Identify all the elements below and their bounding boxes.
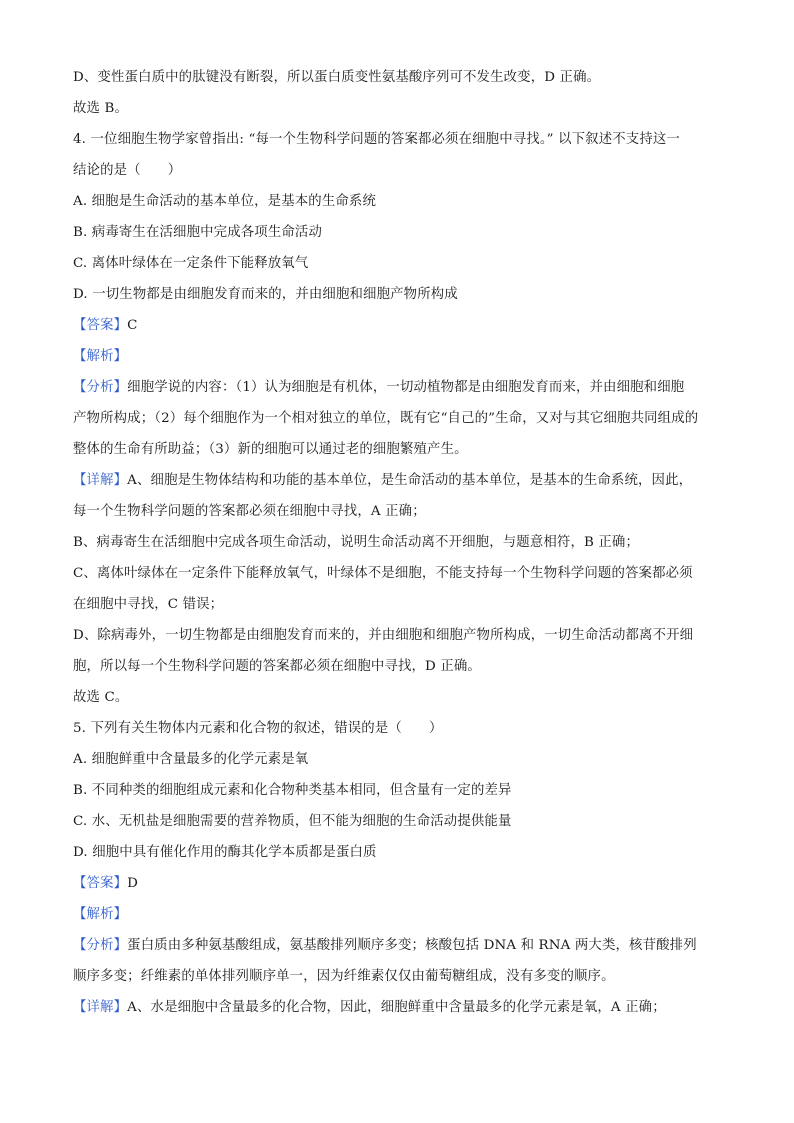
text-line: 每一个生物科学问题的答案都必须在细胞中寻找，A 正确； bbox=[73, 504, 426, 519]
analysis-label: 【解析】 bbox=[73, 349, 128, 364]
option-d: D. 细胞中具有催化作用的酶其化学本质都是蛋白质 bbox=[73, 845, 377, 860]
answer-line bbox=[73, 310, 723, 341]
text-line: D、变性蛋白质中的肽键没有断裂，所以蛋白质变性氨基酸序列可不发生改变，D 正确。 bbox=[73, 70, 601, 85]
question-4-stem: 4. 一位细胞生物学家曾指出: “每一个生物科学问题的答案都必须在细胞中寻找。” 以下叙述不支持这一 bbox=[73, 132, 680, 147]
analysis-text: 蛋白质由多种氨基酸组成，氨基酸排列顺序多变；核酸包括 DNA 和 RNA 两大类，核苷酸排列 bbox=[127, 938, 697, 953]
option-b: B. 病毒寄生在活细胞中完成各项生命活动 bbox=[73, 225, 322, 240]
answer-label: 【答案】 bbox=[73, 876, 128, 891]
detail-label: 【详解】 bbox=[73, 1000, 128, 1015]
option-b: B. 不同种类的细胞组成元素和化合物种类基本相同，但含量有一定的差异 bbox=[73, 783, 512, 798]
text-line: B、病毒寄生在活细胞中完成各项生命活动，说明生命活动离不开细胞，与题意相符，B 正确； bbox=[73, 535, 640, 550]
document-page bbox=[73, 62, 723, 1023]
text-line: 在细胞中寻找，C 错误； bbox=[73, 597, 224, 612]
analysis-heading bbox=[73, 899, 723, 930]
answer-value: D bbox=[127, 876, 139, 891]
analysis-label: 【解析】 bbox=[73, 907, 128, 922]
detail-line bbox=[73, 992, 723, 1023]
option-c: C. 水、无机盐是细胞需要的营养物质，但不能为细胞的生命活动提供能量 bbox=[73, 814, 512, 829]
text-line: C、离体叶绿体在一定条件下能释放氧气，叶绿体不是细胞，不能支持每一个生物科学问题的答案都必须 bbox=[73, 566, 693, 581]
analysis-sub-label: 【分析】 bbox=[73, 938, 128, 953]
answer-line bbox=[73, 868, 723, 899]
answer-label: 【答案】 bbox=[73, 318, 128, 333]
analysis-text: 细胞学说的内容：（1）认为细胞是有机体，一切动植物都是由细胞发育而来，并由细胞和细胞 bbox=[127, 380, 685, 395]
text-line: 产物所构成；（2）每个细胞作为一个相对独立的单位，既有它“自己的”生命，又对与其它细胞共同组成的 bbox=[73, 411, 699, 426]
analysis-sub-label: 【分析】 bbox=[73, 380, 128, 395]
option-a: A. 细胞鲜重中含量最多的化学元素是氧 bbox=[73, 752, 309, 767]
analysis-line bbox=[73, 930, 723, 961]
detail-label: 【详解】 bbox=[73, 473, 128, 488]
detail-text: A、水是细胞中含量最多的化合物，因此，细胞鲜重中含量最多的化学元素是氧，A 正确； bbox=[127, 1000, 666, 1015]
option-d: D. 一切生物都是由细胞发育而来的，并由细胞和细胞产物所构成 bbox=[73, 287, 458, 302]
analysis-heading bbox=[73, 341, 723, 372]
text-line: 故选 B。 bbox=[73, 101, 129, 116]
analysis-line bbox=[73, 372, 723, 403]
option-c: C. 离体叶绿体在一定条件下能释放氧气 bbox=[73, 256, 309, 271]
text-line: 故选 C。 bbox=[73, 690, 129, 705]
answer-value: C bbox=[127, 318, 138, 333]
text-line: 胞，所以每一个生物科学问题的答案都必须在细胞中寻找，D 正确。 bbox=[73, 659, 481, 674]
text-line: 顺序多变；纤维素的单体排列顺序单一，因为纤维素仅仅由葡萄糖组成，没有多变的顺序。 bbox=[73, 969, 615, 984]
text-line: D、除病毒外，一切生物都是由细胞发育而来的，并由细胞和细胞产物所构成，一切生命活动都离不开细 bbox=[73, 628, 694, 643]
text-line: 整体的生命有所助益；（3）新的细胞可以通过老的细胞繁殖产生。 bbox=[73, 442, 468, 457]
detail-line bbox=[73, 465, 723, 496]
question-4-stem-cont: 结论的是（ ） bbox=[73, 163, 182, 178]
question-5-stem: 5. 下列有关生物体内元素和化合物的叙述，错误的是（ ） bbox=[73, 721, 443, 736]
option-a: A. 细胞是生命活动的基本单位，是基本的生命系统 bbox=[73, 194, 376, 209]
detail-text: A、细胞是生物体结构和功能的基本单位，是生命活动的基本单位，是基本的生命系统，因此， bbox=[127, 473, 693, 488]
